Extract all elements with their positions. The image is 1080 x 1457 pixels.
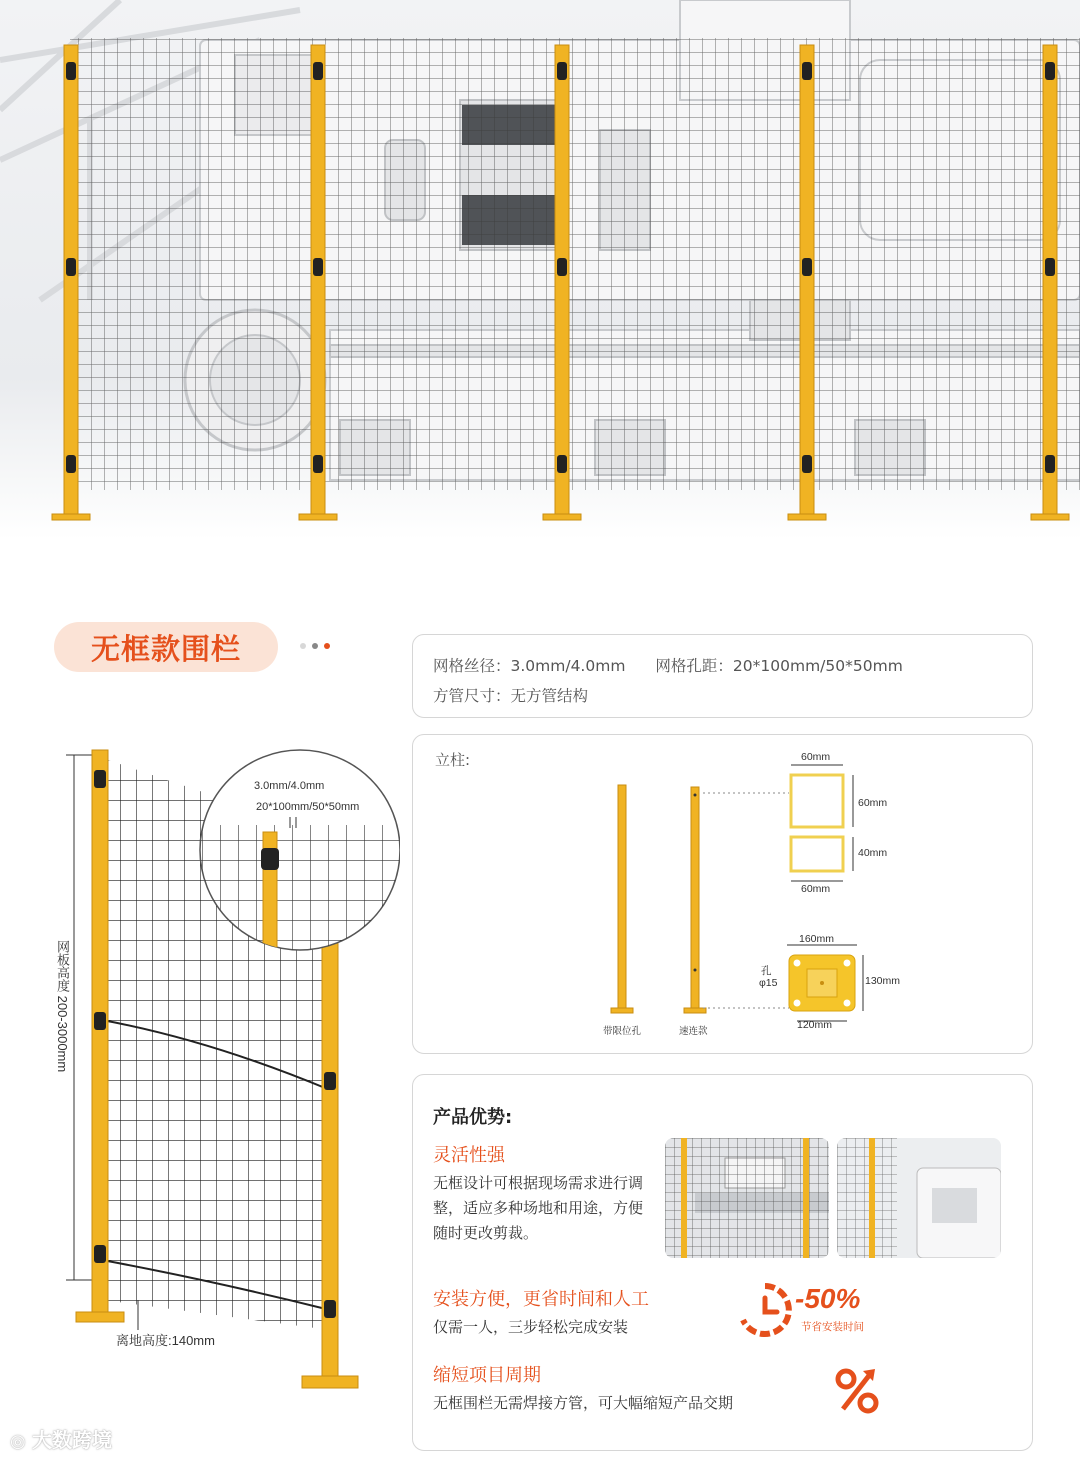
dim-60-bottom: 60mm <box>801 883 831 895</box>
post1-label: 带限位孔 <box>603 1026 642 1037</box>
title-dots <box>300 643 330 649</box>
hole-diameter: φ15 <box>759 977 778 989</box>
dim-60-height: 60mm <box>858 797 888 809</box>
hero-fence-image <box>0 0 1080 540</box>
hero-illustration <box>0 0 1080 540</box>
dot-light <box>300 643 306 649</box>
stat-caption: 节省安装时间 <box>801 1321 864 1333</box>
adv2-text: 仅需一人，三步轻松完成安装 <box>433 1318 629 1336</box>
advantages-card <box>412 1074 1033 1451</box>
section-title-pill <box>54 622 278 672</box>
dim-40-height: 40mm <box>858 847 888 859</box>
percent-icon <box>833 1365 883 1415</box>
adv2-title: 安装方便，更省时间和人工 <box>433 1289 649 1310</box>
adv1-title: 灵活性强 <box>433 1145 505 1166</box>
clock-icon <box>735 1280 795 1340</box>
watermark-logo-icon: ◎ <box>10 1431 32 1452</box>
dot-grey <box>312 643 318 649</box>
spec-tube: 方管尺寸：无方管结构 <box>433 687 589 705</box>
hole-label: 孔 <box>761 965 772 977</box>
ground-height-label: 离地高度:140mm <box>116 1333 215 1348</box>
dim-120: 120mm <box>797 1019 833 1031</box>
adv1-text: 无框设计可根据现场需求进行调整，适应多种场地和用途，方便随时更改剪裁。 <box>433 1174 644 1242</box>
photo-fence-conveyor <box>665 1138 829 1258</box>
advantages-heading: 产品优势: <box>433 1107 513 1128</box>
stat-value: -50% <box>795 1283 861 1314</box>
post2-label: 速连款 <box>679 1026 708 1037</box>
adv3-title: 缩短项目周期 <box>433 1365 541 1386</box>
dim-160: 160mm <box>799 933 835 945</box>
watermark-text: 大数跨境 <box>31 1428 112 1452</box>
spec-mesh: 网格孔距：20*100mm/50*50mm <box>655 657 903 675</box>
spec-wire: 网格丝径：3.0mm/4.0mm <box>433 657 626 675</box>
adv3-text: 无框围栏无需焊接方管，可大幅缩短产品交期 <box>433 1394 734 1412</box>
dim-60-top: 60mm <box>801 751 831 763</box>
section-title: 无框款围栏 <box>90 631 241 666</box>
posts-drawing <box>413 735 1033 1055</box>
fence-panel-diagram <box>40 740 400 1430</box>
posts-card <box>412 734 1033 1054</box>
dot-orange <box>324 643 330 649</box>
photo-fence-machine <box>837 1138 1001 1258</box>
posts-heading: 立柱: <box>435 751 471 769</box>
specs-card <box>412 634 1033 718</box>
dim-130: 130mm <box>865 975 901 987</box>
panel-height-label: 网板高度 200-3000mm <box>55 940 70 1073</box>
zoom-mesh-label: 20*100mm/50*50mm <box>256 801 360 813</box>
zoom-wire-label: 3.0mm/4.0mm <box>254 780 325 792</box>
watermark <box>10 1424 112 1453</box>
